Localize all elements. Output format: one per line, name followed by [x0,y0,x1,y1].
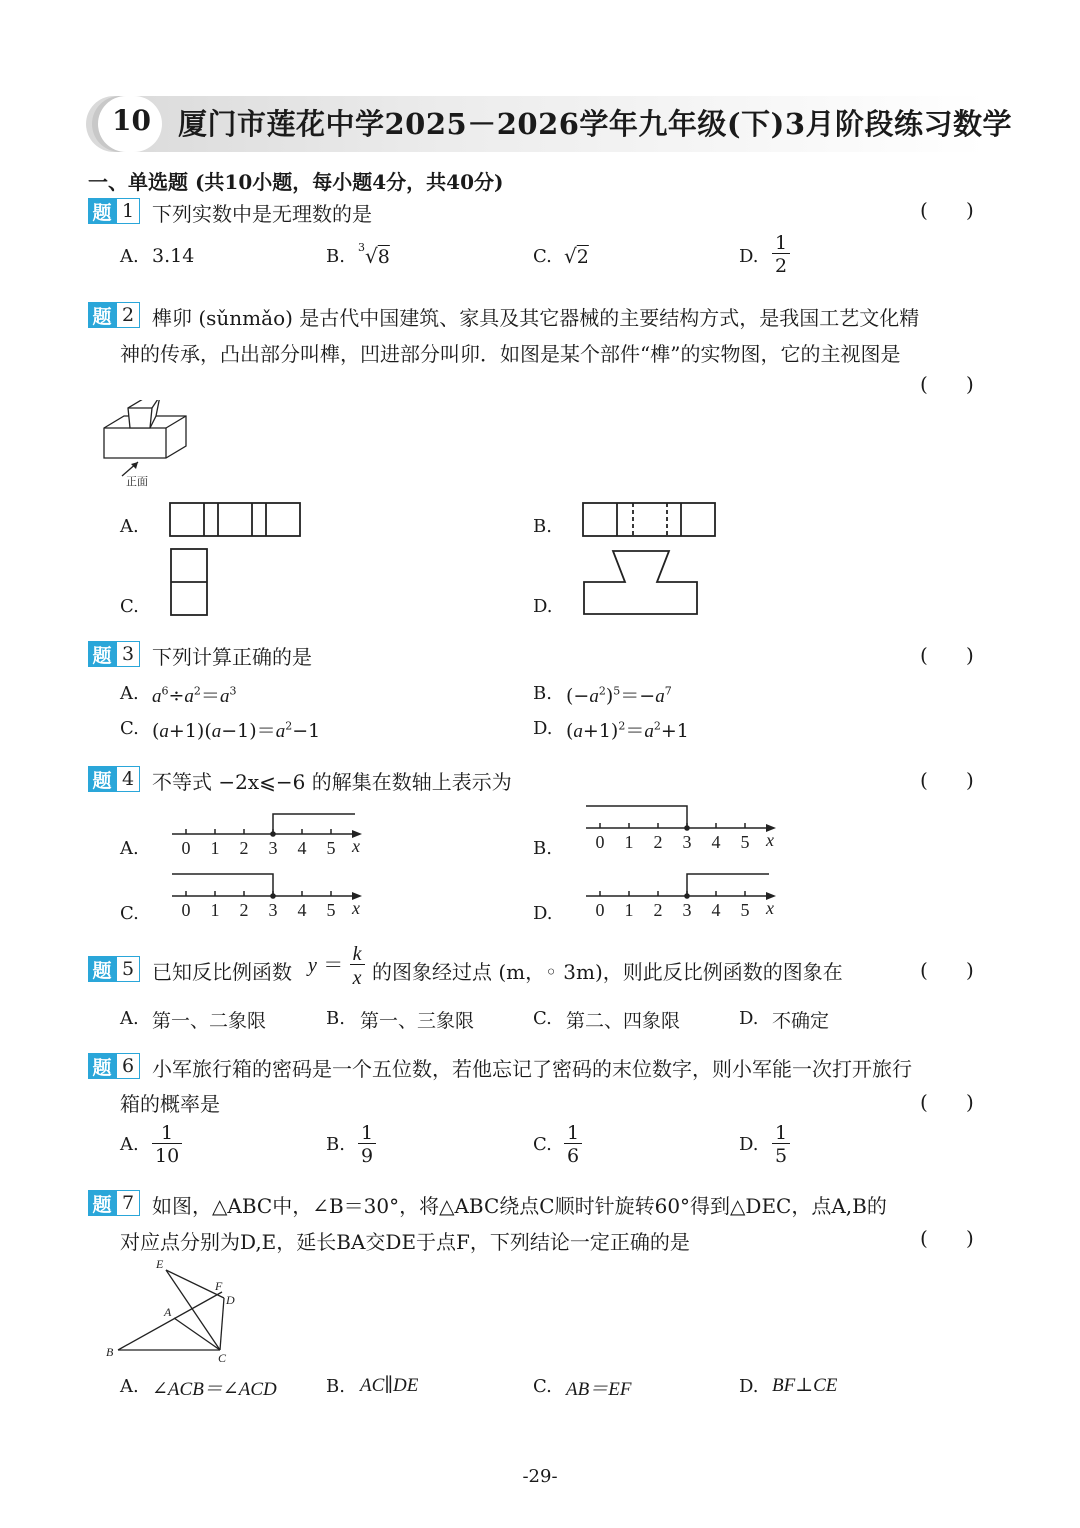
fraction-numerator: 1 [152,1124,182,1144]
tick-label: 5 [326,838,336,858]
option-letter: D. [739,1134,759,1155]
tick-label: 0 [595,900,605,920]
triangle-rotation-figure [100,1256,250,1366]
q7-option-a: ∠ACB＝∠ACD [152,1379,277,1400]
option-letter: A. [120,516,139,537]
question-badge-7 [88,1190,140,1216]
badge-label: 题 [88,641,116,667]
point-label-e: E [156,1257,164,1271]
tick-label: 2 [239,900,249,920]
badge-label: 题 [88,1053,116,1079]
tick-label: 4 [711,900,721,920]
tick-label: 0 [181,900,191,920]
tick-label: 2 [653,832,663,852]
axis-variable: x [352,836,360,856]
q1-option-d [772,234,790,276]
badge-label: 题 [88,302,116,328]
option-letter: D. [739,1008,759,1029]
option-letter: A. [120,1376,139,1397]
q6-option-a [152,1124,182,1166]
question-5-text-post: 的图象经过点 (m，◦ 3m)，则此反比例函数的图象在 [372,960,843,984]
option-letter: B. [326,246,345,267]
tick-label: 2 [239,838,249,858]
question-badge-4 [88,766,140,792]
question-5-formula: y ＝ $\frac{k}{x}$ [308,944,365,988]
solution-endpoint [684,825,690,831]
q6-option-c [564,1124,582,1166]
page-title: 厦门市莲花中学2025－2026学年九年级(下)3月阶段练习数学 [178,107,1013,141]
q3-option-c: $(a+1)(a-1)=a^2-1$ [152,719,321,742]
option-letter: B. [326,1134,345,1155]
q6-option-d [772,1124,790,1166]
q3-option-b: $(-a^2)^5=-a^7$ [566,684,672,707]
option-letter: A. [120,838,139,859]
q7-option-b: AC∥DE [360,1375,419,1396]
question-badge-1 [88,198,140,224]
answer-paren: ( ) [920,958,974,982]
answer-paren: ( ) [920,1226,974,1250]
fraction-denominator: x [352,967,362,989]
tick-label: 1 [210,838,220,858]
fraction-denominator: 5 [775,1145,788,1167]
solution-ray [586,806,687,828]
header-number: 10 [112,104,151,137]
q2-option-d-figure [581,546,703,618]
fraction-denominator: 2 [775,255,788,277]
question-4-text: 不等式 −2x⩽−6 的解集在数轴上表示为 [152,770,512,794]
q5-option-a: 第一、二象限 [152,1010,267,1032]
fraction-numerator: 1 [564,1124,582,1144]
fraction-numerator: 1 [358,1124,376,1144]
badge-number: 1 [116,198,140,224]
point-label-c: C [218,1351,227,1365]
option-letter: C. [533,1376,552,1397]
fraction-denominator: 6 [567,1145,580,1167]
question-badge-5 [88,956,140,982]
fraction-denominator: 10 [155,1145,180,1167]
tick-label: 1 [624,832,634,852]
tenon-3d-figure [100,400,210,495]
fraction-numerator: 1 [772,234,790,254]
fraction-numerator: k [350,944,365,965]
option-letter: A. [120,1134,139,1155]
answer-paren: ( ) [920,643,974,667]
option-letter: A. [120,246,139,267]
option-letter: C. [533,1008,552,1029]
option-letter: B. [533,683,552,704]
option-letter: C. [120,718,139,739]
tick-label: 1 [210,900,220,920]
option-letter: D. [533,718,553,739]
option-letter: C. [120,596,139,617]
fraction-denominator: 9 [361,1145,374,1167]
option-letter: D. [739,246,759,267]
badge-number: 7 [116,1190,140,1216]
tick-label: 5 [326,900,336,920]
tick-label: 4 [297,838,307,858]
q4-option-a-number-line [168,806,368,866]
question-6-line1: 小军旅行箱的密码是一个五位数，若他忘记了密码的末位数字，则小军能一次打开旅行 [152,1057,912,1081]
tick-label: 3 [268,838,278,858]
answer-paren: ( ) [920,372,974,396]
tick-label: 3 [682,900,692,920]
q3-option-a: $a^6\div a^2=a^3$ [152,684,237,707]
section-title: 一、单选题 (共10小题，每小题4分，共40分) [88,170,504,194]
tick-label: 5 [740,900,750,920]
root-index: 3 [358,240,365,254]
question-6-line2: 箱的概率是 [120,1092,220,1116]
tick-label: 2 [653,900,663,920]
q5-option-c: 第二、四象限 [566,1010,681,1032]
q4-option-c-number-line [168,868,368,928]
solution-ray [273,814,355,834]
answer-paren: ( ) [920,1090,974,1114]
badge-number: 5 [116,956,140,982]
option-letter: A. [120,683,139,704]
option-letter: B. [326,1008,345,1029]
answer-paren: ( ) [920,768,974,792]
option-letter: B. [533,516,552,537]
q6-option-b [358,1124,376,1166]
question-2-line1: 榫卯 (sǔnmǎo) 是古代中国建筑、家具及其它器械的主要结构方式，是我国工艺文化精 [152,306,920,330]
badge-number: 6 [116,1053,140,1079]
point-label-b: B [106,1345,114,1359]
q7-option-d: BF⊥CE [772,1375,838,1396]
option-letter: D. [533,596,553,617]
axis-variable: x [766,898,774,918]
front-label: 正面 [126,475,148,488]
q2-option-c-figure [168,546,212,618]
badge-number: 2 [116,302,140,328]
tick-label: 0 [595,832,605,852]
q7-option-c: AB＝EF [566,1379,632,1400]
tick-label: 4 [711,832,721,852]
option-letter: B. [326,1376,345,1397]
q1-option-b: $^3$√8 [358,240,390,268]
answer-paren: ( ) [920,198,974,222]
badge-label: 题 [88,766,116,792]
question-7-line2: 对应点分别为D,E，延长BA交DE于点F，下列结论一定正确的是 [120,1230,690,1254]
question-2-line2: 神的传承，凸出部分叫榫，凹进部分叫卯．如图是某个部件“榫”的实物图，它的主视图是 [120,342,901,366]
point-label-f: F [215,1279,223,1293]
q5-option-d: 不确定 [772,1010,830,1032]
question-badge-2 [88,302,140,328]
solution-endpoint [684,893,690,899]
badge-number: 4 [116,766,140,792]
q2-option-a-figure [168,500,304,540]
badge-label: 题 [88,956,116,982]
tick-label: 1 [624,900,634,920]
q1-option-a: 3.14 [152,245,195,267]
option-letter: C. [533,1134,552,1155]
q3-option-d: $(a+1)^2=a^2+1$ [566,719,689,742]
tick-label: 5 [740,832,750,852]
q2-option-b-figure [581,500,719,540]
q5-option-b: 第一、三象限 [360,1010,475,1032]
solution-endpoint [270,831,276,837]
solution-ray [172,874,273,896]
option-letter: A. [120,1008,139,1029]
badge-label: 题 [88,198,116,224]
solution-endpoint [270,893,276,899]
tick-label: 4 [297,900,307,920]
q4-option-d-number-line [582,868,782,928]
tick-label: 3 [268,900,278,920]
option-letter: B. [533,838,552,859]
option-letter: D. [739,1376,759,1397]
tick-label: 3 [682,832,692,852]
radicand: 2 [576,246,589,268]
radicand: 8 [377,246,390,268]
q1-option-c: √2 [564,244,589,268]
badge-label: 题 [88,1190,116,1216]
tick-label: 0 [181,838,191,858]
question-badge-6 [88,1053,140,1079]
option-letter: C. [120,903,139,924]
badge-number: 3 [116,641,140,667]
page-number: -29- [522,1466,558,1487]
question-badge-3 [88,641,140,667]
point-label-a: A [164,1305,172,1319]
question-1-text: 下列实数中是无理数的是 [152,202,372,226]
axis-variable: x [766,830,774,850]
fraction-numerator: 1 [772,1124,790,1144]
question-7-line1: 如图，△ABC中，∠B＝30°，将△ABC绕点C顺时针旋转60°得到△DEC，点A,B的 [152,1194,887,1218]
solution-ray [687,874,769,896]
axis-variable: x [352,898,360,918]
option-letter: D. [533,903,553,924]
option-letter: C. [533,246,552,267]
q4-option-b-number-line [582,800,782,860]
point-label-d: D [226,1293,235,1307]
question-3-text: 下列计算正确的是 [152,645,312,669]
question-5-text-pre: 已知反比例函数 [152,960,292,984]
